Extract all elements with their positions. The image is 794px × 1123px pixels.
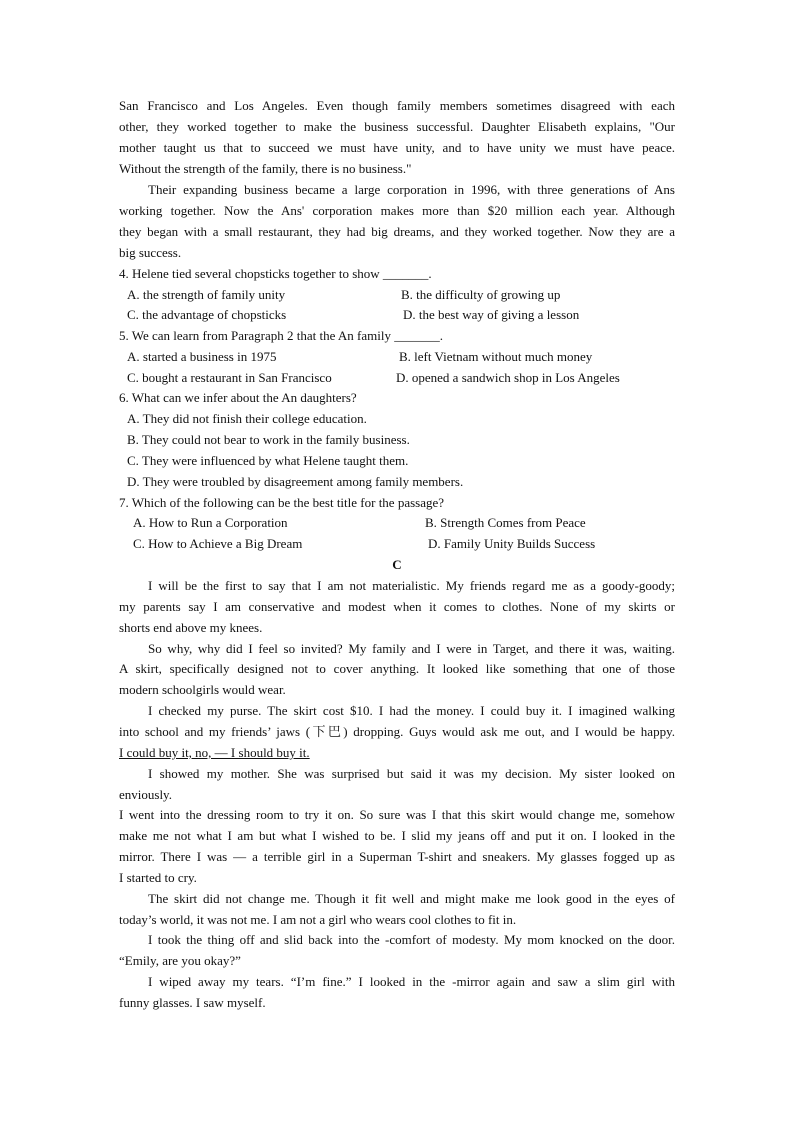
passage-c-line: I wiped away my tears. “I’m fine.” I looked in the -mirror again and saw a slim girl with	[148, 974, 675, 989]
question-5-stem: 5. We can learn from Paragraph 2 that the An family _______.	[119, 328, 443, 343]
passage-c-line: funny glasses. I saw myself.	[119, 995, 266, 1010]
passage-c-line: shorts end above my knees.	[119, 620, 263, 635]
question-5-option-b: B. left Vietnam without much money	[399, 349, 593, 364]
question-7-option-b: B. Strength Comes from Peace	[425, 515, 586, 530]
passage-c-line: “Emily, are you okay?”	[119, 953, 241, 968]
passage-c-line: I will be the first to say that I am not materialistic. My friends regard me as a goody-goody;	[148, 578, 675, 593]
question-6-option-a: A. They did not finish their college education.	[127, 411, 367, 426]
question-7-stem: 7. Which of the following can be the best title for the passage?	[119, 495, 445, 510]
passage-c-line: I took the thing off and slid back into the -comfort of modesty. My mom knocked on the door.	[148, 932, 675, 947]
question-5-option-d: D. opened a sandwich shop in Los Angeles	[396, 370, 620, 385]
question-5-option-a: A. started a business in 1975	[127, 349, 277, 364]
passage-c-line: today’s world, it was not me. I am not a girl who wears cool clothes to fit in.	[119, 912, 517, 927]
passage-b-p2-line-2: working together. Now the Ans' corporation makes more than $20 million each year. Although	[119, 203, 675, 218]
question-4-option-d: D. the best way of giving a lesson	[403, 307, 580, 322]
passage-b-p1-line-2: other, they worked together to make the business successful. Daughter Elisabeth explains, "Our	[119, 119, 675, 134]
passage-b-p2-line-4: big success.	[119, 245, 182, 260]
question-6-option-b: B. They could not bear to work in the family business.	[127, 432, 410, 447]
passage-b-p1-line-3: mother taught us that to succeed we must have unity, and to have unity we must have peace.	[119, 140, 675, 155]
question-7-option-d: D. Family Unity Builds Success	[428, 536, 596, 551]
passage-c-line: So why, why did I feel so invited? My family and I were in Target, and there it was, waiting.	[148, 641, 675, 656]
question-4-option-a: A. the strength of family unity	[127, 287, 286, 302]
question-4-option-b: B. the difficulty of growing up	[401, 287, 561, 302]
question-5-option-c: C. bought a restaurant in San Francisco	[127, 370, 332, 385]
passage-c-line: I checked my purse. The skirt cost $10. I had the money. I could buy it. I imagined walking	[148, 703, 675, 718]
passage-c-line: I showed my mother. She was surprised but said it was my decision. My sister looked on	[148, 766, 675, 781]
question-7-option-c: C. How to Achieve a Big Dream	[133, 536, 303, 551]
question-4-option-c: C. the advantage of chopsticks	[127, 307, 287, 322]
passage-c-line: A skirt, specifically designed not to cover anything. It looked like something that one of those	[119, 661, 675, 676]
passage-c-line: my parents say I am conservative and modest when it comes to clothes. None of my skirts or	[119, 599, 675, 614]
passage-c-line: modern schoolgirls would wear.	[119, 682, 286, 697]
question-7-option-a: A. How to Run a Corporation	[133, 515, 288, 530]
question-6-option-d: D. They were troubled by disagreement among family members.	[127, 474, 464, 489]
question-6-stem: 6. What can we infer about the An daughters?	[119, 390, 357, 405]
passage-c-line: mirror. There I was — a terrible girl in a Superman T-shirt and sneakers. My glasses fogged up as	[119, 849, 675, 864]
passage-c-line: enviously.	[119, 787, 172, 802]
passage-c-line: into school and my friends’ jaws (下巴) dropping. Guys would ask me out, and I would be happy.	[119, 724, 675, 739]
question-4-stem: 4. Helene tied several chopsticks together to show _______.	[119, 266, 432, 281]
passage-c-line: make me not what I am but what I wished to be. I slid my jeans off and put it on. I looked in the	[119, 828, 675, 843]
passage-c-line: I started to cry.	[119, 870, 197, 885]
passage-c-line: The skirt did not change me. Though it fit well and might make me look good in the eyes of	[148, 891, 675, 906]
section-c-heading: C	[392, 557, 402, 572]
passage-b-p2-line-1: Their expanding business became a large corporation in 1996, with three generations of Ans	[148, 182, 675, 197]
passage-c-line: I could buy it, no, — I should buy it.	[119, 745, 310, 760]
passage-c-line: I went into the dressing room to try it on. So sure was I that this skirt would change me, somehow	[119, 807, 675, 822]
passage-b-p1-line-1: San Francisco and Los Angeles. Even though family members sometimes disagreed with each	[119, 98, 675, 113]
passage-b-p1-line-4: Without the strength of the family, there is no business."	[119, 161, 412, 176]
passage-b-p2-line-3: they began with a small restaurant, they had big dreams, and they worked together. Now they are a	[119, 224, 675, 239]
question-6-option-c: C. They were influenced by what Helene taught them.	[127, 453, 409, 468]
